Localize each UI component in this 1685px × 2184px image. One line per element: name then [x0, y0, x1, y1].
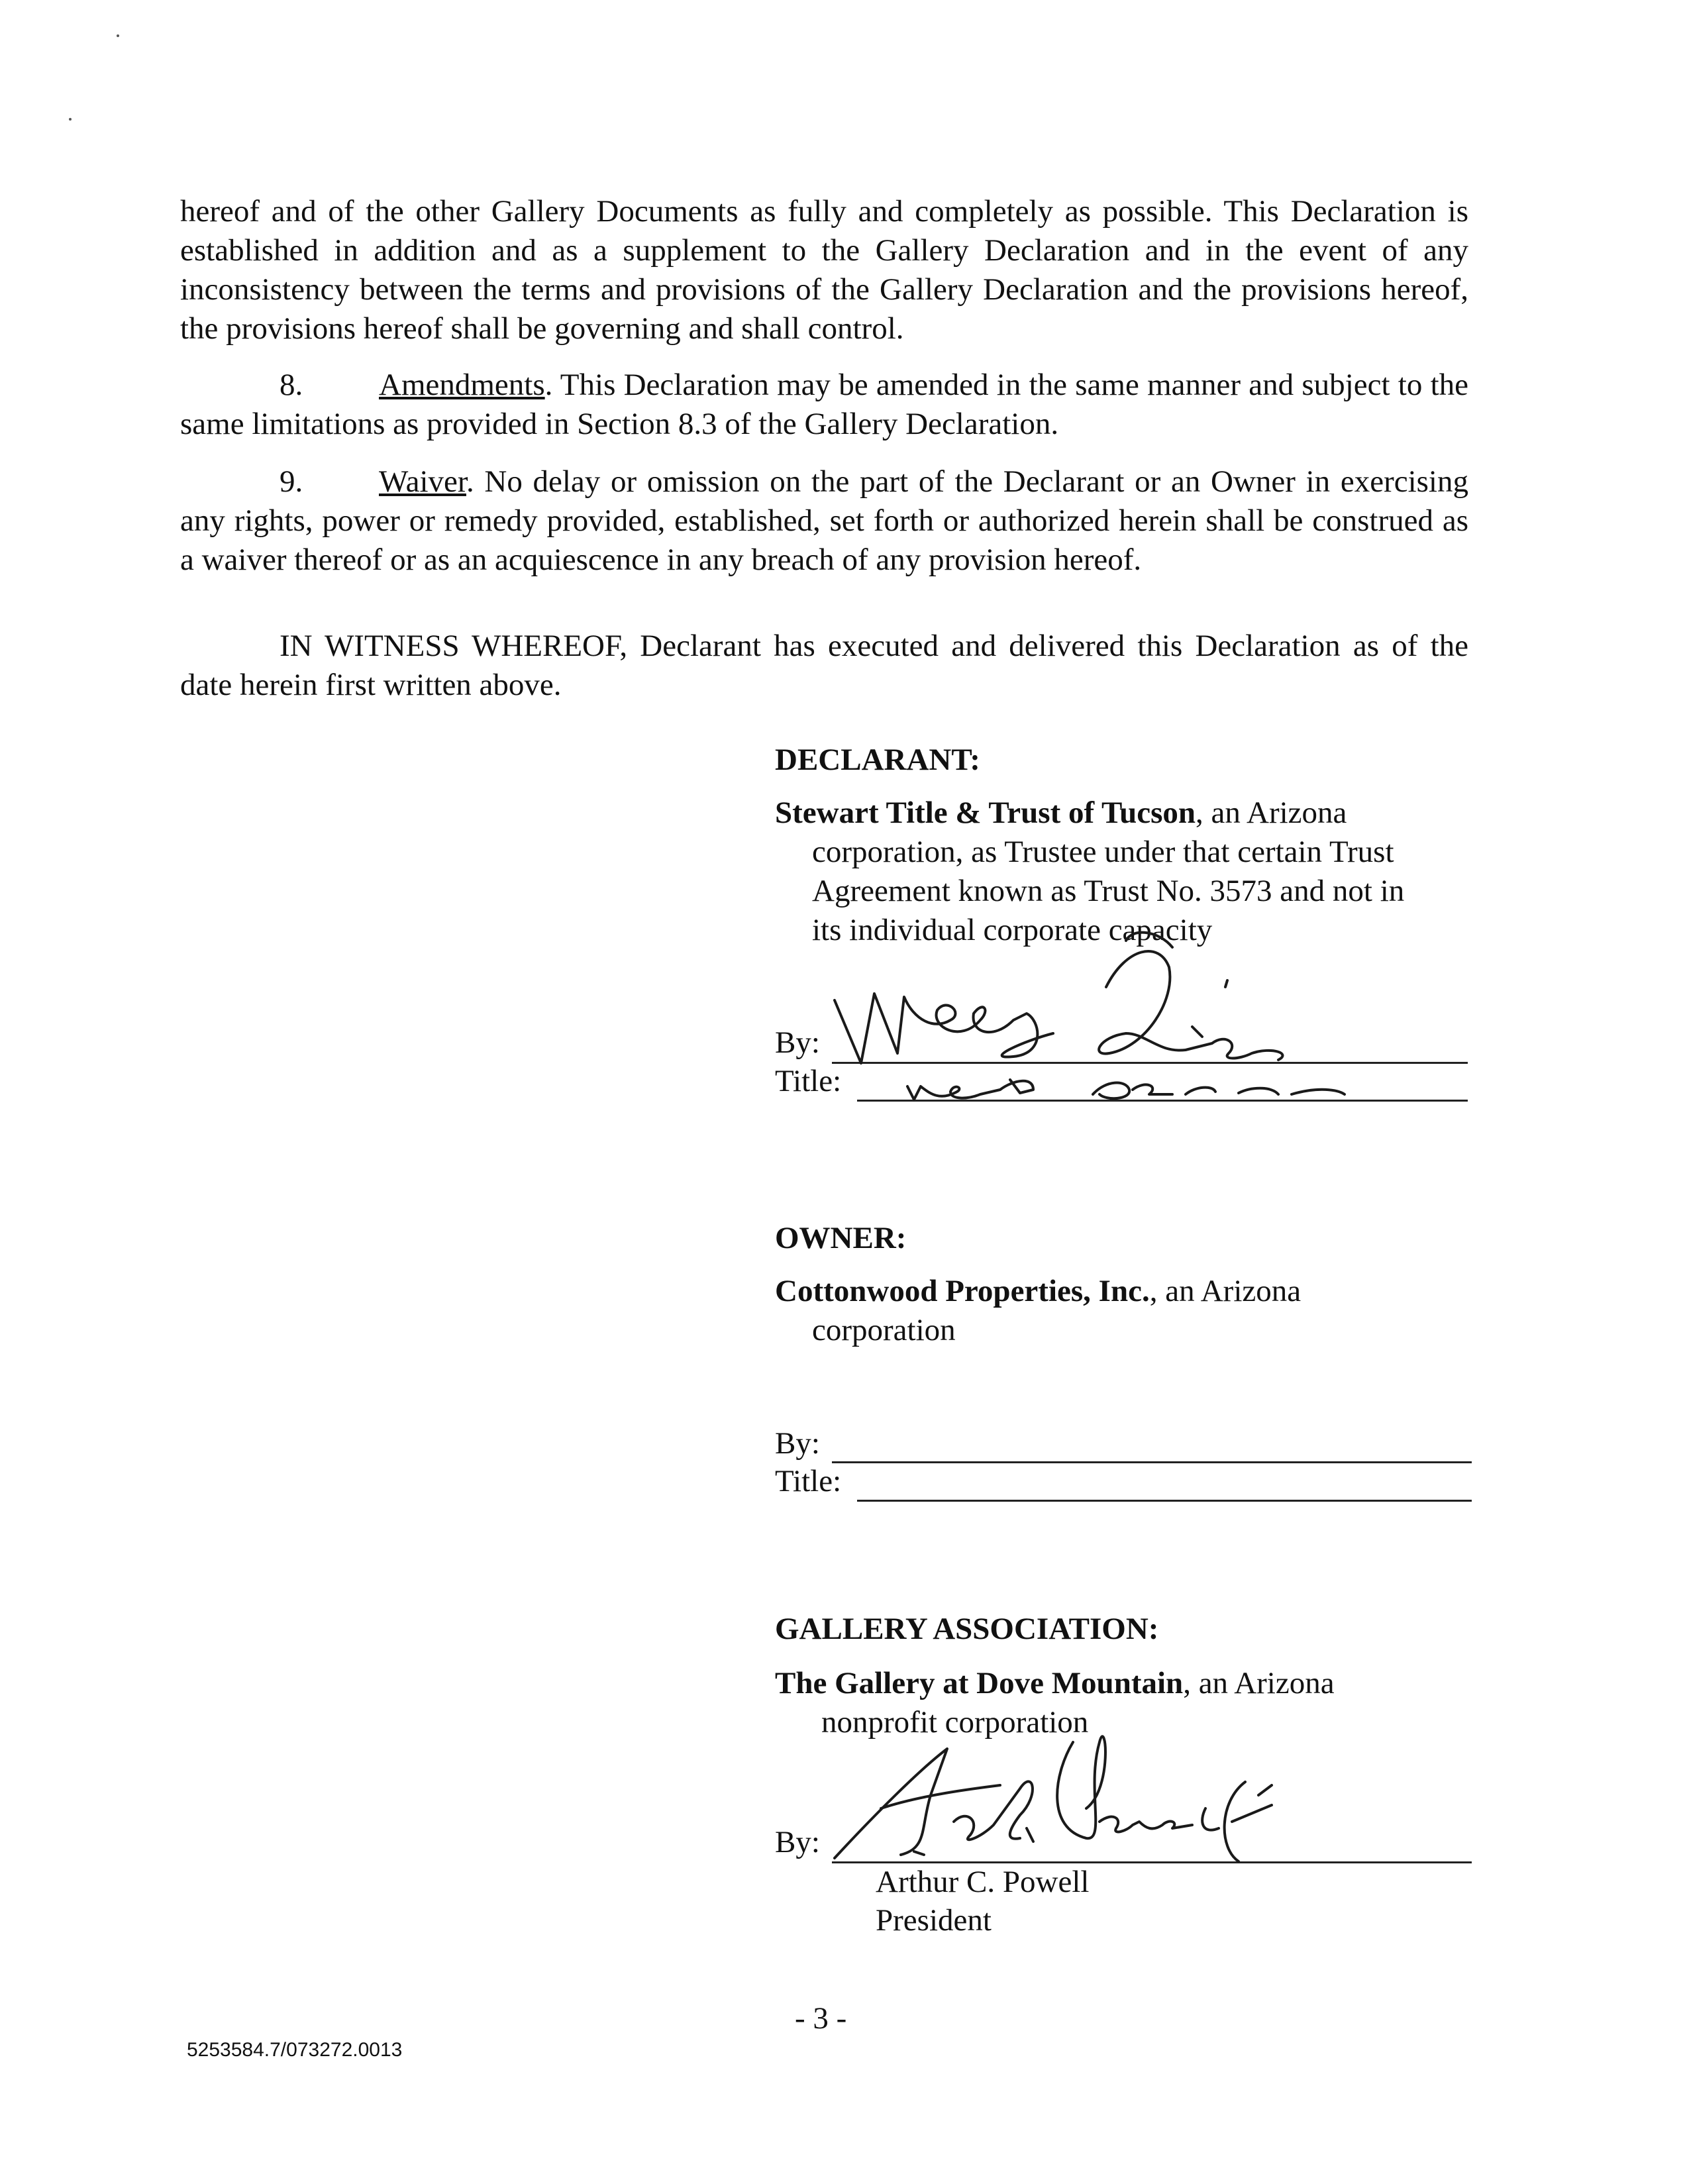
title-label: Title: — [775, 1464, 842, 1498]
entity-desc-line: nonprofit corporation — [821, 1705, 1089, 1740]
page-number: - 3 - — [795, 2001, 847, 2036]
gallery-heading: GALLERY ASSOCIATION: — [775, 1612, 1159, 1646]
signature-line — [832, 1461, 1472, 1463]
signer-title: President — [876, 1903, 992, 1938]
entity-desc-line: Agreement known as Trust No. 3573 and not in — [812, 874, 1405, 908]
by-label: By: — [775, 1426, 820, 1461]
entity-name: Stewart Title & Trust of Tucson — [775, 796, 1196, 830]
declarant-heading: DECLARANT: — [775, 743, 980, 777]
section-8-amendments — [180, 366, 1468, 444]
owner-heading: OWNER: — [775, 1221, 907, 1255]
witness-paragraph: IN WITNESS WHEREOF, Declarant has executed and delivered this Declaration as of the date herein first written above. — [180, 629, 1468, 702]
entity-desc-line: its individual corporate capacity — [812, 913, 1213, 947]
document-id: 5253584.7/073272.0013 — [187, 2039, 403, 2061]
by-label: By: — [775, 1025, 820, 1060]
section-9-waiver — [180, 462, 1468, 580]
section-text: . This Declaration may be amended in the same manner and subject to the same limitations as provided in Section 8.3 of the Gallery Declaration. — [180, 368, 1468, 441]
title-label: Title: — [775, 1064, 842, 1098]
section-title: Amendments — [379, 368, 545, 402]
title-line — [857, 1500, 1472, 1502]
scan-speck — [69, 118, 72, 121]
signer-name: Arthur C. Powell — [876, 1865, 1090, 1899]
entity-desc-line: corporation, as Trustee under that certain Trust — [812, 835, 1394, 869]
scan-speck — [117, 34, 119, 37]
declarant-signature — [815, 921, 1411, 1119]
section-number: 9. — [280, 464, 303, 499]
entity-name: The Gallery at Dove Mountain — [775, 1666, 1184, 1700]
section-title: Waiver — [379, 464, 466, 499]
owner-entity — [775, 1272, 1477, 1350]
section-text: . No delay or omission on the part of the Declarant or an Owner in exercising any rights, power or remedy provided, established, set forth or authorized herein shall be construed as a waiver thereof or as an acquiescence in any breach of any provision hereof. — [180, 464, 1468, 577]
section-number: 8. — [280, 368, 303, 402]
entity-desc-line: corporation — [812, 1313, 956, 1347]
entity-name: Cottonwood Properties, Inc. — [775, 1274, 1150, 1308]
by-label: By: — [775, 1825, 820, 1859]
entity-desc: , an Arizona — [1196, 796, 1347, 830]
entity-desc: , an Arizona — [1183, 1666, 1335, 1700]
entity-desc: , an Arizona — [1149, 1274, 1302, 1308]
gallery-signature — [821, 1696, 1351, 1875]
continuation-paragraph: hereof and of the other Gallery Documents as fully and completely as possible. This Declaration is established in addition and as a supplement to the Gallery Declaration and in the event of any inconsistency between the terms and provisions of the Gallery Declaration and the provisions hereof, the provisions hereof shall be governing and shall control. — [180, 194, 1468, 346]
